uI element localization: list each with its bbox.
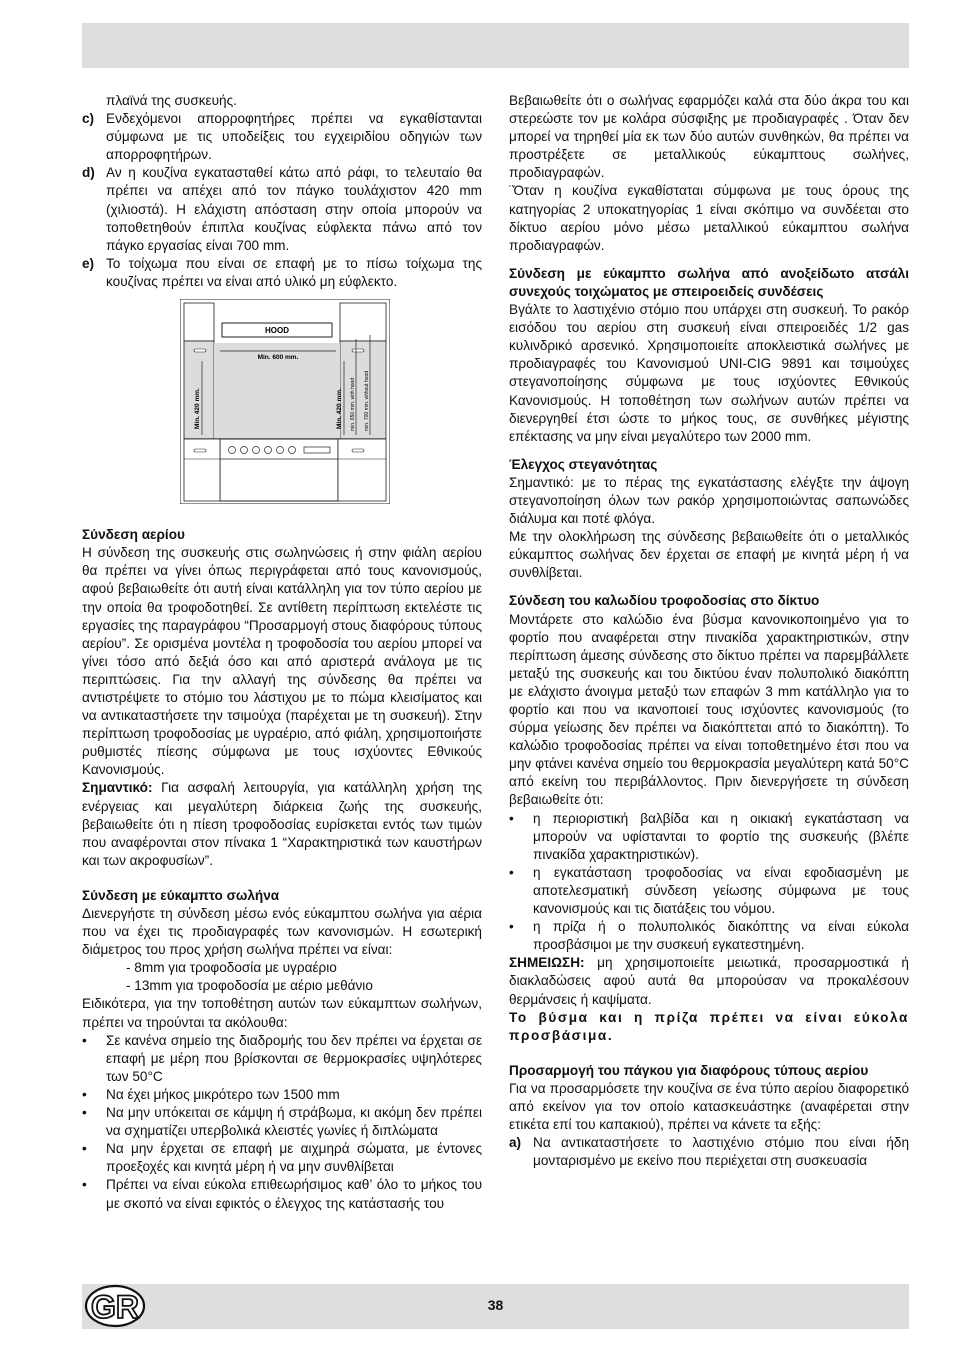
list-item: • η εγκατάσταση τροφοδοσίας να είναι εφοδιασμένη με αποτελεσματική σύνδεση γείωσης σύμφωνα με τους κανονισμούς και τις διατάξεις του νόμου.: [509, 864, 909, 917]
min-left-label: Min. 420 mm.: [194, 388, 201, 430]
seal-check-text-2: Με την ολοκλήρωση της σύνδεσης βεβαιωθείτε ότι ο μεταλλικός εύκαμπτος σωλήνας δεν έρχεται σε επαφή με κινητά μέρη ή να συνθλίβεται.: [509, 529, 909, 581]
item-marker: c): [82, 111, 95, 127]
note-text: μη χρησιμοποιείτε μειωτικά, προσαρμοστικά ή διακλαδώσεις αφού αυτά θα μπορούσαν να προκαλέσουν θερμάνσεις ή καψίματα.: [509, 955, 909, 1007]
flex-hose-title: Σύνδεση με εύκαμπτο σωλήνα: [82, 887, 280, 903]
list-item: • Να μην υπόκειται σε κάμψη ή στράβωμα, κι ακόμη δεν πρέπει να σχηματίζει υπερβολικά κλειστές γωνίες ή διπλώματα: [82, 1105, 482, 1139]
note-label: ΣΗΜΕΙΩΣΗ:: [509, 955, 585, 971]
list-item-c: [82, 110, 482, 164]
wall-cabinet-left: [184, 303, 214, 341]
wall-cabinet-right: [340, 303, 386, 341]
item-marker: a): [509, 1135, 522, 1151]
plug-access-text: Το βύσμα και η πρίζα πρέπει να είναι εύκολα προσβάσιμα.: [509, 1009, 909, 1043]
list-item: • η περιοριστική βαλβίδα και η οικιακή εγκατάσταση να μπορούν να υφίστανται το φορτίο της συσκευής (βλέπε πινακίδα χαρακτηριστικών).: [509, 810, 909, 862]
important-label: Σημαντικό:: [82, 780, 153, 796]
item-marker: d): [82, 165, 95, 181]
min-right-label: Min. 420 mm.: [336, 388, 343, 430]
item-marker: e): [82, 255, 95, 271]
item-text: Αν η κουζίνα εγκατασταθεί κάτω από ράφι, το τελευταίο θα πρέπει να απέχει από τον πάγκο τουλάχιστον 420 mm (χιλιοστά). Η ελάχιστη απόσταση στην οποία μπορούν να τοποθετηθούν έπιπλα κουζίνας εύφλεκτα πάνω από τον πάγκο εργασίας είναι 700 mm.: [106, 165, 482, 253]
min-width-label: Min. 600 mm.: [257, 354, 299, 362]
diameter-methane: - 13mm για τροφοδοσία με αέριο μεθάνιο: [126, 978, 373, 994]
right-column: [509, 92, 909, 1170]
seal-check-title: Έλεγχος στεγανότητας: [509, 456, 658, 472]
list-item-e: [82, 255, 482, 291]
list-item: • Να έχει μήκος μικρότερο των 1500 mm: [82, 1086, 340, 1102]
gas-connection-text: Η σύνδεση της συσκευής στις σωληνώσεις ή στην φιάλη αερίου θα πρέπει να γίνει όπως περιγράφεται από τους κανονισμούς, αφού βεβαιωθείτε ότι αυτή είναι κατάλληλη για τον τύπο αερίου με την οποία θα τροφοδοτηθεί. Σε αντίθετη περίπτωση εκτελέστε τις εργασίες της παραγράφου “Προσαρμογή στους διαφόρους τύπους αερίου”. Σε ορισμένα μοντέλα η τροφοδοσία του αερίου μπορεί να γίνει τόσο από δεξιά όσο και από αριστερά ανάλογα με τις περιπτώσεις. Για την αλλαγή της σύνδεσης θα πρέπει να αντιστρέψετε το στόμιο του λάστιχου με το πώμα κλεισίματος και να αντικαταστήσετε την τσιμούχα (παρέχεται με τη συσκευή). Στην περίπτωση τροφοδοσίας με υγραέριο, από φιάλη, χρησιμοποιήστε ρυθμιστές πίεσης σύμφωνα με τους ισχύοντες Εθνικούς Κανονισμούς.: [82, 545, 482, 778]
category-text: ¨Όταν η κουζίνα εγκαθίσταται σύμφωνα με τους όρους της κατηγορίας 2 υποκατηγορίας 1 είναι σκόπιμο να συνδέεται στο δίκτυο αερίου μόνο μέσω μεταλλικού εύκαμπτου σωλήνα προδιαγραφών.: [509, 183, 909, 253]
svg-text:GR: GR: [91, 1289, 139, 1325]
installation-diagram: [180, 299, 390, 504]
item-text: Το τοίχωμα που είναι σε επαφή με το πίσω τοίχωμα της κουζίνας πρέπει να είναι από υλικό μη εύφλεκτο.: [106, 255, 482, 289]
item-text: Να αντικαταστήσετε το λαστιχένιο στόμιο που είναι ήδη μονταρισμένο με εκείνο που περιέχεται στη συσκευασία: [533, 1135, 909, 1169]
list-item: • Σε κανένα σημείο της διαδρομής του δεν πρέπει να έρχεται σε επαφή με μέρη που βρίσκονται σε θερμοκρασίες υψηλότερες των 50°C: [82, 1032, 482, 1084]
power-cable-title: Σύνδεση του καλωδίου τροφοδοσίας στο δίκτυο: [509, 593, 820, 609]
header-bar: [82, 23, 909, 68]
left-column: [82, 92, 482, 1213]
gas-connection-title: Σύνδεση αερίου: [82, 527, 185, 543]
list-item: • η πρίζα ή ο πολυπολικός διακόπτης να είναι εύκολα προσβάσιμοι με την συσκευή εγκατεστημένη.: [509, 919, 909, 953]
flex-hose-text: Διενεργήστε τη σύνδεση μέσω ενός εύκαμπτου σωλήνα για αέρια που να έχει τις προδιαγραφές των κανονισμών. Η εσωτερική διάμετρος του προς χρήση σωλήνα πρέπει να είναι:: [82, 906, 482, 958]
page-number: 38: [487, 1297, 504, 1313]
power-cable-text: Μοντάρετε στο καλώδιο ένα βύσμα κανονικοποιημένο για το φορτίο που αναφέρεται στην πινακίδα χαρακτηριστικών, στην περίπτωση άμεσης σύνδεσης στο δίκτυο πρέπει να παρεμβάλλετε μεταξύ της συσκευής και του δικτύου έναν πολυπολικό διακόπτη με ελάχιστο άνοιγμα μεταξύ των επαφών 3 mm κατάλληλο για το φορτίο και που να ικανοποιεί τους ισχύοντες κανονισμούς (το σύρμα γείωσης δεν πρέπει να διακόπτεται από το διακόπτη). Το καλώδιο τροφοδοσίας πρέπει να είναι τοποθετημένο έτσι που να μην φτάνει κανένα σημείο του θερμοκρασία μεγαλύτερη κατά 50°C από εκείνη του περιβάλλοντος. Πριν διενεργήσετε τη σύνδεση βεβαιωθείτε ότι:: [509, 611, 909, 808]
diameter-lpg: - 8mm για τροφοδοσία με υγραέριο: [126, 960, 337, 976]
steel-hose-text: Βγάλτε το λαστιχένιο στόμιο που υπάρχει στη συσκευή. Το ρακόρ εισόδου του αερίου στη συσκευή είναι σπειροειδές 1/2 gas κυλινδρικό αρσενικό. Χρησιμοποιείτε αποκλειστικά σωλήνες με προδιαγραφές του Κανονισμού UNI-CIG 9891 και τσιμούχες στεγανοποίησης σύμφωνα με τους ισχύοντες Εθνικούς Κανονισμούς. Η τοποθέτηση των σωλήνων αυτών πρέπει να διενεργηθεί έτσι ώστε το μήκος τους, σε συνθήκες μέγιστης επέκτασης να μην είναι μεγαλύτερο των 2000 mm.: [509, 302, 909, 444]
important-text: Για ασφαλή λειτουργία, για κατάλληλη χρήση της ενέργειας και μεγαλύτερη διάρκεια ζωής της συσκευής, βεβαιωθείτε ότι η πίεση τροφοδοσίας ευρίσκεται εντός των τιμών που αναφέρονται στον πίνακα 1 “Χαρακτηριστικά των καυστήρων και των ακροφυσίων”.: [82, 780, 482, 868]
hose-fit-text: Βεβαιωθείτε ότι ο σωλήνας εφαρμόζει καλά στα δύο άκρα του και στερεώστε τον με κολάρα σύσφιξης με προδιαγραφές . Όταν δεν μπορεί να τηρηθεί μία εκ των δύο αυτών συνθηκών, θα πρέπει να προστρέξετε σε μεταλλικούς εύκαμπτους σωλήνες, προδιαγραφών.: [509, 93, 909, 181]
list-item: • Να μην έρχεται σε επαφή με αιχμηρά σώματα, με έντονες προεξοχές και κινητά μέρη ή να μην συνθλίβεται: [82, 1141, 482, 1175]
with-hood-label: min. 650 mm. with hood: [350, 377, 356, 432]
without-hood-label: min. 700 mm. without hood: [364, 371, 370, 432]
important-note: [82, 779, 482, 869]
hood-label: HOOD: [265, 326, 289, 336]
flex-hose-rules-intro: Ειδικότερα, για την τοποθέτηση αυτών των εύκαμπτων σωλήνων, πρέπει να τηρούνται τα ακόλουθα:: [82, 996, 482, 1030]
item-text: Ενδεχόμενοι απορροφητήρες πρέπει να εγκαθίστανται σύμφωνα με τις υποδείξεις του εγχειριδίου οδηγιών των απορροφητήρων.: [106, 111, 482, 163]
continued-text: πλαϊνά της συσκευής.: [106, 93, 237, 108]
adapt-title: Προσαρμογή του πάγκου για διαφόρους τύπους αερίου: [509, 1062, 869, 1078]
gr-language-logo: [84, 1284, 146, 1328]
steel-hose-title: Σύνδεση με εύκαμπτο σωλήνα από ανοξείδωτο ατσάλι συνεχούς τοιχώματος με σπειροειδείς συνδέσεις: [509, 265, 909, 299]
note: [509, 954, 909, 1008]
footer-bar: [82, 1284, 909, 1329]
side-cabinet-right: [340, 341, 386, 439]
list-item-d: [82, 164, 482, 254]
list-item: • Πρέπει να είναι εύκολα επιθεωρήσιμος καθ’ όλο το μήκος του με σκοπό να είναι εφικτός ο έλεγχος της κατάστασής του: [82, 1177, 482, 1211]
adapt-text: Για να προσαρμόσετε την κουζίνα σε ένα τύπο αερίου διαφορετικό από εκείνον για τον οποίο κατασκευάστηκε (αναφέρεται στην ετικέτα επί του καπακιού), πρέπει να κάνετε τα εξής:: [509, 1080, 909, 1133]
seal-check-text: Σημαντικό: με το πέρας της εγκατάστασης ελέγξτε την άψογη στεγανοποίηση όλων των ρακόρ χρησιμοποιώντας σαπωνώδες διάλυμα και ποτέ φλόγα.: [509, 474, 909, 527]
list-item-a: [509, 1134, 909, 1170]
